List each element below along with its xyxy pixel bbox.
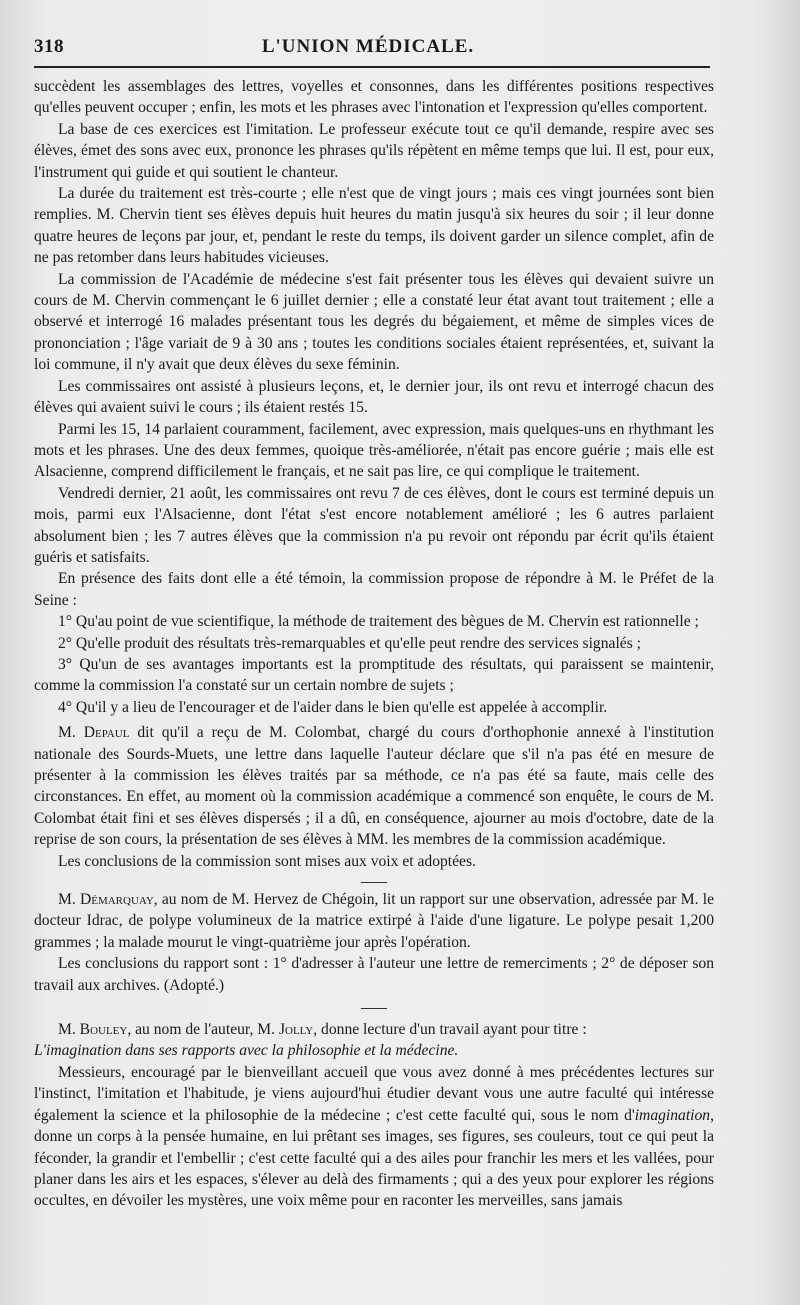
paragraph: Parmi les 15, 14 parlaient couramment, facilement, avec expression, mais quelques-uns en rhythmant les mots et les phrases. Une des deux femmes, quoique très-améliorée, n'était pas encore guérie ; mais elle est Alsacienne, comprend difficilement le français, et ne sait pas lire, ce qui complique le traitement. <box>34 420 714 481</box>
paragraph: Les conclusions du rapport sont : 1° d'adresser à l'auteur une lettre de remerciments ; 2° de déposer son travail aux archives. (Adopté.) <box>34 955 714 994</box>
paragraph: succèdent les assemblages des lettres, voyelles et consonnes, dans les différentes positions respectives qu'elles peuvent occuper ; enfin, les mots et les phrases avec l'intonation et l'expression qu'elles comportent. <box>34 78 714 117</box>
paragraph-text: , au nom de M. Hervez de Chégoin, lit un rapport sur une observation, adressée par M. le docteur Idrac, de polype volumineux de la matrice extirpé à l'aide d'une ligature. Le polype pesait 1,200 grammes ; la malade mourut le vingt-quatrième jour après l'opération. <box>34 891 714 951</box>
paragraph <box>34 1019 714 1040</box>
lecture-title-text: L'imagination dans ses rapports avec la philosophie et la médecine. <box>34 1042 459 1060</box>
speaker-name: M. Jolly <box>257 1021 314 1039</box>
paragraph: La base de ces exercices est l'imitation. Le professeur exécute tout ce qu'il demande, respire avec ses élèves, émet des sons avec eux, prononce les phrases qu'ils répètent en même temps que lui. Il est, pour eux, l'instrument qui guide et qui soutient le chanteur. <box>34 120 714 181</box>
paragraph: En présence des faits dont elle a été témoin, la commission propose de répondre à M. le Préfet de la Seine : <box>34 570 714 609</box>
paragraph-text: Messieurs, encouragé par le bienveillant accueil que vous avez donné à mes précédentes lectures sur l'instinct, l'imitation et l'habitude, je viens aujourd'hui étudier devant vous une autre faculté qui intéresse également la science et la philosophie de la médecine ; c'est cette faculté qui, sous le nom d' <box>34 1063 714 1124</box>
paragraph <box>34 1062 714 1212</box>
paragraph-text: , donne un corps à la pensée humaine, en lui prêtant ses images, ses figures, ses couleurs, tout ce qui peut la féconder, la grandir et l'embellir ; c'est cette faculté qui a des ailes pour franchir les mers et les vallées, pour planer dans les airs et les espaces, s'élever au delà des firmaments ; qui a des yeux pour explorer les régions occultes, en dévoiler les mystères, une voix même pour en raconter les merveilles, sans jamais <box>34 1106 714 1210</box>
paragraph: Les conclusions de la commission sont mises aux voix et adoptées. <box>58 852 476 870</box>
conclusion-item: 4° Qu'il y a lieu de l'encourager et de l'aider dans le bien qu'elle est appelée à accomplir. <box>58 698 608 716</box>
header-rule <box>34 66 710 68</box>
speaker-name: M. Bouley <box>58 1021 128 1039</box>
speaker-name: M. Démarquay <box>58 891 154 909</box>
paragraph: Vendredi dernier, 21 août, les commissaires ont revu 7 de ces élèves, dont le cours est terminé depuis un mois, parmi eux l'Alsacienne, dont l'état s'est encore notablement amélioré ; les 6 autres parlaient absolument bien ; les 7 autres élèves que la commission n'a pu revoir ont répondu par écrit qu'ils étaient guéris et satisfaits. <box>34 484 714 566</box>
paragraph: Les commissaires ont assisté à plusieurs leçons, et, le dernier jour, ils ont revu et interrogé chacun des élèves qui avaient suivi le cours ; ils étaient restés 15. <box>34 377 714 417</box>
page-header <box>28 36 708 62</box>
conclusion-item: 3° Qu'un de ses avantages importants est la promptitude des résultats, qui paraissent se maintenir, comme la commission l'a constaté sur un certain nombre de sujets ; <box>34 655 714 695</box>
speaker-name: M. Depaul <box>58 724 130 742</box>
paragraph-text: dit qu'il a reçu de M. Colombat, chargé du cours d'orthophonie annexé à l'institution nationale des Sourds-Muets, une lettre dans laquelle l'auteur déclare que s'il n'a pas été en mesure de présenter à la commission les élèves traités par sa méthode, ce n'a pas été sa faute, mais celle des circonstances. En effet, au moment où la commission académique a commencé son enquête, le cours de M. Colombat était fini et ses élèves dispersés ; il a dû, en conséquence, ajourner au mois d'octobre, date de la reprise de son cours, la présentation de ses élèves à MM. les membres de la commission académique. <box>34 724 714 849</box>
emphasis: imagination <box>634 1106 711 1124</box>
paragraph <box>34 722 714 850</box>
article-body <box>34 76 714 1212</box>
conclusion-item: 1° Qu'au point de vue scientifique, la méthode de traitement des bègues de M. Chervin est rationnelle ; <box>58 613 699 631</box>
paragraph <box>34 889 714 953</box>
section-separator <box>361 882 387 883</box>
section-separator <box>361 1008 387 1009</box>
paragraph: La commission de l'Académie de médecine s'est fait présenter tous les élèves qui devaient suivre un cours de M. Chervin commençant le 6 juillet dernier ; elle a constaté leur état avant tout traitement ; elle a observé et interrogé 16 malades présentant tous les degrés du bégaiement, et même de simples vices de prononciation ; l'âge variait de 9 à 30 ans ; toutes les conditions sociales étaient représentées, et, suivant la loi commune, il n'y avait que deux élèves du sexe féminin. <box>34 270 714 374</box>
conclusion-item: 2° Qu'elle produit des résultats très-remarquables et qu'elle peut rendre des services signalés ; <box>58 634 641 652</box>
page-number: 318 <box>34 36 64 57</box>
paragraph-text: , donne lecture d'un travail ayant pour titre : <box>313 1021 587 1039</box>
paragraph: La durée du traitement est très-courte ; elle n'est que de vingt jours ; mais ces vingt journées sont bien remplies. M. Chervin tient ses élèves depuis huit heures du matin jusqu'à six heures du soir ; il leur donne quatre heures de leçons par jour, et, pendant le reste du temps, ils doivent garder un silence complet, afin de ne pas retomber dans leurs habitudes vicieuses. <box>34 185 714 267</box>
lecture-title <box>34 1040 714 1061</box>
running-title: L'UNION MÉDICALE. <box>261 36 475 57</box>
paragraph-text: , au nom de l'auteur, <box>127 1021 258 1039</box>
